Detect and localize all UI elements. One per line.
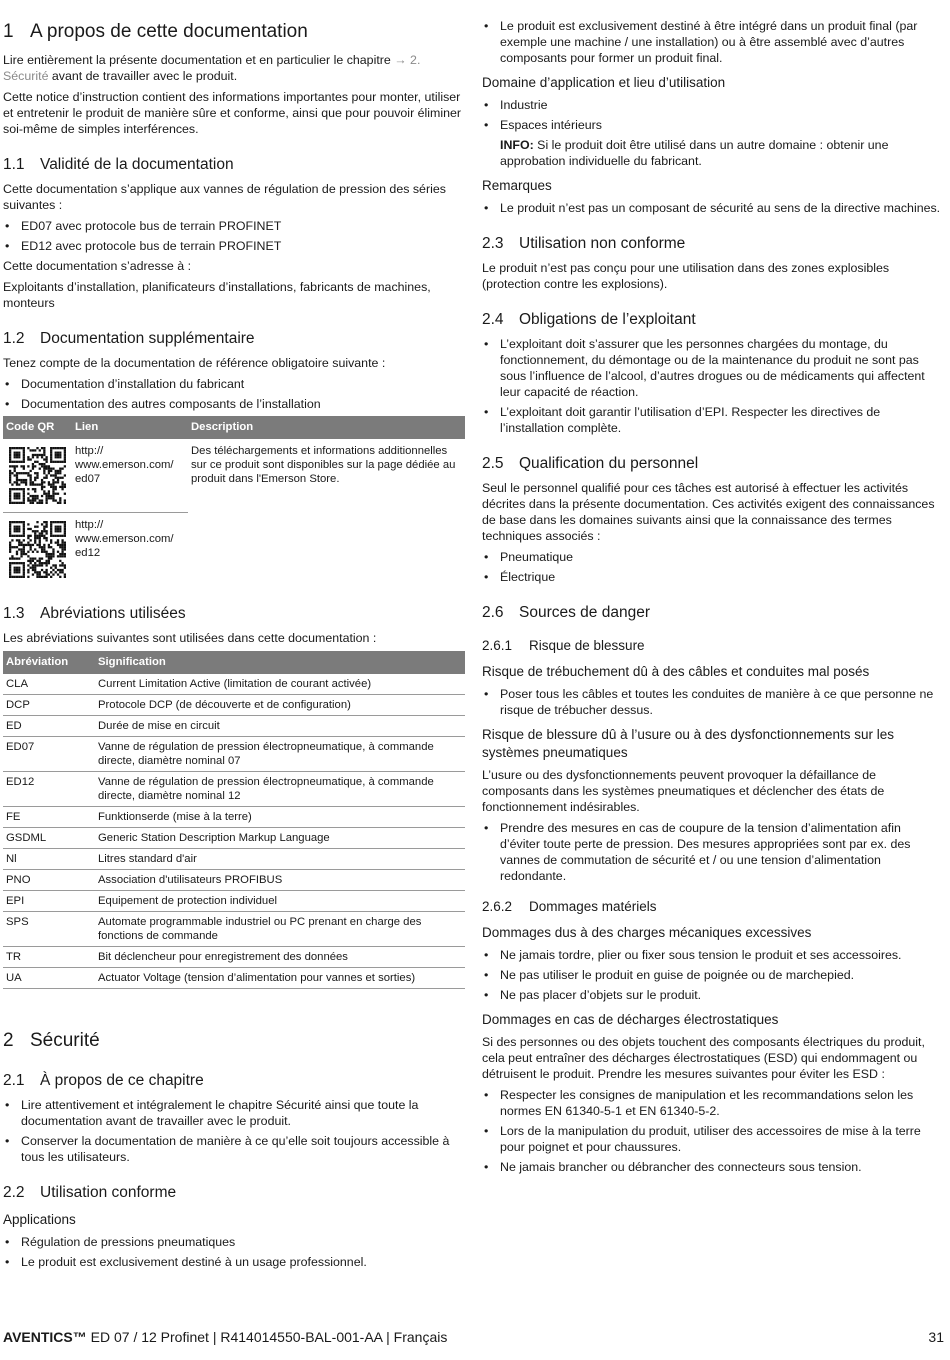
table-row: [3, 716, 465, 737]
list-item: • Le produit n’est pas un composant de sécurité au sens de la directive machines.: [482, 200, 944, 216]
section-2-6-2-heading: 2.6.2 Dommages matériels: [482, 899, 657, 914]
meaning-cell: Actuator Voltage (tension d’alimentation pour vannes et sorties): [95, 968, 465, 989]
section-1-1-heading: 1.1 Validité de la documentation: [3, 156, 234, 173]
list-item: • Le produit est exclusivement destiné à un usage professionnel.: [3, 1254, 465, 1270]
s1-1-paragraph-2: Cette documentation s’adresse à :: [3, 259, 192, 273]
section-1-2-heading: 1.2 Documentation supplémentaire: [3, 330, 255, 347]
usure-paragraph: L’usure ou des dysfonctionnements peuvent provoquer la défaillance de composants dans les systèmes pneumatiques et déclencher des états de fonctionnement indésirables.: [482, 768, 885, 814]
applications-subheading: Applications: [3, 1212, 76, 1227]
remarques-subheading: Remarques: [482, 178, 552, 193]
abbr-cell: DCP: [3, 695, 95, 716]
trebuchement-list: [482, 686, 944, 718]
right-column: [482, 18, 944, 1179]
link-cell[interactable]: http:// www.emerson.com/ ed12: [75, 519, 174, 559]
list-item: • Électrique: [482, 569, 944, 585]
table-row: [3, 849, 465, 870]
table-row: [3, 968, 465, 989]
s1-2-paragraph-1: Tenez compte de la documentation de référence obligatoire suivante :: [3, 356, 386, 370]
table-row: [3, 828, 465, 849]
abbr-cell: EPI: [3, 891, 95, 912]
qr-code-icon[interactable]: [9, 521, 66, 578]
meaning-cell: Litres standard d'air: [95, 849, 465, 870]
info-note: INFO: Si le produit doit être utilisé dans un autre domaine : obtenir une approbation individuelle du fabricant.: [500, 138, 889, 168]
left-column: [3, 18, 465, 1274]
column-header-qr: Code QR: [3, 416, 72, 439]
table-row: [3, 912, 465, 947]
section-2-heading: 2 Sécurité: [3, 1030, 100, 1051]
meaning-cell: Automate programmable industriel ou PC prenant en charge des fonctions de commande: [95, 912, 465, 947]
abbr-cell: ED12: [3, 772, 95, 807]
table-row: [3, 439, 465, 513]
page-number: 31: [928, 1329, 944, 1345]
link-cell[interactable]: http:// www.emerson.com/ ed07: [72, 439, 188, 513]
meaning-cell: Equipement de protection individuel: [95, 891, 465, 912]
s1-1-paragraph-3: Exploitants d’installation, planificateurs d’installations, fabricants de machines, monteurs: [3, 280, 431, 310]
chapter-2-link[interactable]: → 2. Sécurité: [3, 53, 421, 83]
list-item: • Documentation des autres composants de l’installation: [3, 396, 465, 412]
column-header-abbreviation: Abréviation: [3, 651, 95, 674]
list-item: • Régulation de pressions pneumatiques: [3, 1234, 465, 1250]
domaine-list: [482, 97, 944, 133]
table-header-row: [3, 651, 465, 674]
meaning-cell: Vanne de régulation de pression électropneumatique, à commande directe, diamètre nominal 12: [95, 772, 465, 807]
qr-code-icon[interactable]: [9, 447, 66, 504]
list-item: • Ne pas utiliser le produit en guise de poignée ou de marchepied.: [482, 967, 944, 983]
s2-2-list-right: [482, 18, 944, 66]
list-item: • Documentation d’installation du fabricant: [3, 376, 465, 392]
remarques-list: [482, 200, 944, 216]
s2-5-list: [482, 549, 944, 585]
meaning-cell: Durée de mise en circuit: [95, 716, 465, 737]
s2-5-paragraph: Seul le personnel qualifié pour ces tâches est autorisé à effectuer les activités décrites dans la présente documentation. Ces activités exigent des connaissances de base dans les domaines suivants ainsi que la connaissance des termes techniques associés :: [482, 481, 935, 543]
list-item: • Lire attentivement et intégralement le chapitre Sécurité ainsi que toute la documentation avant de travailler avec le produit.: [3, 1097, 465, 1129]
section-2-3-heading: 2.3 Utilisation non conforme: [482, 235, 686, 252]
abbr-cell: ED07: [3, 737, 95, 772]
s2-3-paragraph: Le produit n’est pas conçu pour une utilisation dans des zones explosibles (protection contre les explosions).: [482, 261, 890, 291]
s2-2-list-left: [3, 1234, 465, 1270]
description-cell: Des téléchargements et informations additionnelles sur ce produit sont disponibles sur la page dédiée au produit dans l'Emerson Store.: [191, 445, 456, 485]
abbr-cell: FE: [3, 807, 95, 828]
list-item: • Pneumatique: [482, 549, 944, 565]
list-item: • Ne jamais tordre, plier ou fixer sous tension le produit et ses accessoires.: [482, 947, 944, 963]
list-item: • L’exploitant doit garantir l’utilisation d’EPI. Respecter les directives de l’installation complète.: [482, 404, 944, 436]
list-item: • ED12 avec protocole bus de terrain PROFINET: [3, 238, 465, 254]
list-item: • Industrie: [482, 97, 944, 113]
s1-3-paragraph-1: Les abréviations suivantes sont utilisées dans cette documentation :: [3, 631, 377, 645]
meaning-cell: Current Limitation Active (limitation de courant activée): [95, 674, 465, 695]
column-header-meaning: Signification: [95, 651, 465, 674]
footer-document-info: AVENTICS™ ED 07 / 12 Profinet | R414014550-BAL-001-AA | Français: [3, 1329, 448, 1345]
page-footer: [3, 1328, 944, 1346]
abbr-cell: ED: [3, 716, 95, 737]
section-2-6-1-heading: 2.6.1 Risque de blessure: [482, 638, 645, 653]
abbr-cell: UA: [3, 968, 95, 989]
s1-paragraph-2: Cette notice d’instruction contient des informations importantes pour monter, utiliser et entretenir le produit de manière sûre et conforme, ainsi que pour pouvoir éliminer soi-même de simples interférences.: [3, 90, 462, 136]
list-item: • L’exploitant doit s’assurer que les personnes chargées du montage, du fonctionnement, du démontage ou de la maintenance du produit ne sont pas sous l’influence de l’alcool, d’autres drogues ou de médicaments qui affectent leur capacité de réaction.: [482, 336, 944, 400]
esd-subheading: Dommages en cas de décharges électrostatiques: [482, 1012, 779, 1027]
section-2-5-heading: 2.5 Qualification du personnel: [482, 455, 699, 472]
list-item: • Respecter les consignes de manipulation et les recommandations selon les normes EN 61340-5-1 et EN 61340-5-2.: [482, 1087, 944, 1119]
domaine-subheading: Domaine d’application et lieu d’utilisation: [482, 75, 726, 90]
charges-list: [482, 947, 944, 1003]
abbreviation-table: [3, 651, 465, 989]
brand-name: AVENTICS™: [3, 1329, 87, 1345]
table-row: [3, 737, 465, 772]
table-header-row: [3, 416, 465, 439]
abbr-cell: PNO: [3, 870, 95, 891]
section-2-6-heading: 2.6 Sources de danger: [482, 604, 650, 621]
abbr-cell: GSDML: [3, 828, 95, 849]
charges-subheading: Dommages dus à des charges mécaniques excessives: [482, 925, 812, 940]
qr-cell: [3, 439, 72, 513]
table-row: [3, 947, 465, 968]
list-item: • Conserver la documentation de manière à ce qu’elle soit toujours accessible à tous les utilisateurs.: [3, 1133, 465, 1165]
list-item: • Poser tous les câbles et toutes les conduites de manière à ce que personne ne risque de trébucher dessus.: [482, 686, 944, 718]
list-item: • ED07 avec protocole bus de terrain PROFINET: [3, 218, 465, 234]
abbr-cell: SPS: [3, 912, 95, 947]
table-row: [3, 674, 465, 695]
meaning-cell: Vanne de régulation de pression électropneumatique, à commande directe, diamètre nominal 07: [95, 737, 465, 772]
esd-list: [482, 1087, 944, 1175]
list-item: • Le produit est exclusivement destiné à être intégré dans un produit final (par exemple une machine / une installation) ou à être assemblé avec d’autres composants pour former un produit final.: [482, 18, 944, 66]
s2-1-list: [3, 1097, 465, 1165]
s1-1-paragraph-1: Cette documentation s’applique aux vannes de régulation de pression des séries suivantes :: [3, 182, 446, 212]
abbr-cell: CLA: [3, 674, 95, 695]
qr-cell: [3, 513, 72, 587]
column-header-link: Lien: [72, 416, 188, 439]
list-item: • Espaces intérieurs: [482, 117, 944, 133]
list-item: • Ne pas placer d’objets sur le produit.: [482, 987, 944, 1003]
meaning-cell: Bit déclencheur pour enregistrement des données: [95, 947, 465, 968]
table-row: [3, 807, 465, 828]
section-2-2-heading: 2.2 Utilisation conforme: [3, 1184, 177, 1201]
list-item: • Ne jamais brancher ou débrancher des connecteurs sous tension.: [482, 1159, 944, 1175]
section-2-4-heading: 2.4 Obligations de l’exploitant: [482, 311, 696, 328]
list-item: • Lors de la manipulation du produit, utiliser des accessoires de mise à la terre pour poignet et pour chaussures.: [482, 1123, 944, 1155]
meaning-cell: Funktionserde (mise à la terre): [95, 807, 465, 828]
meaning-cell: Generic Station Description Markup Language: [95, 828, 465, 849]
table-row: [3, 772, 465, 807]
usure-list: [482, 820, 944, 884]
section-1-3-heading: 1.3 Abréviations utilisées: [3, 605, 186, 622]
table-row: [3, 695, 465, 716]
abbr-cell: Nl: [3, 849, 95, 870]
s1-1-list: [3, 218, 465, 254]
list-item: • Prendre des mesures en cas de coupure de la tension d’alimentation afin d’éviter toute perte de pression. Des mesures appropriées sont par ex. des vannes de commutation de sécurité et / ou une tension d’alimentation redondante.: [482, 820, 944, 884]
table-row: [3, 891, 465, 912]
trebuchement-subheading: Risque de trébuchement dû à des câbles et conduites mal posés: [482, 664, 870, 679]
section-1-heading: 1 A propos de cette documentation: [3, 21, 308, 42]
abbr-cell: TR: [3, 947, 95, 968]
column-header-description: Description: [188, 416, 465, 439]
table-row: [3, 870, 465, 891]
s2-4-list: [482, 336, 944, 436]
s1-paragraph-1: Lire entièrement la présente documentation et en particulier le chapitre → 2. Sécurité avant de travailler avec le produit.: [3, 53, 421, 83]
usure-subheading: Risque de blessure dû à l’usure ou à des dysfonctionnements sur les systèmes pneumatiques: [482, 727, 894, 760]
qr-code-table: [3, 416, 465, 586]
meaning-cell: Protocole DCP (de découverte et de configuration): [95, 695, 465, 716]
meaning-cell: Association d'utilisateurs PROFIBUS: [95, 870, 465, 891]
esd-paragraph: Si des personnes ou des objets touchent des composants électriques du produit, cela peut entraîner des décharges électrostatiques (ESD) qui endommagent ou détruisent le produit. Prendre les mesures suivantes pour éviter les ESD :: [482, 1035, 925, 1081]
section-2-1-heading: 2.1 À propos de ce chapitre: [3, 1072, 204, 1089]
s1-2-list: [3, 376, 465, 412]
